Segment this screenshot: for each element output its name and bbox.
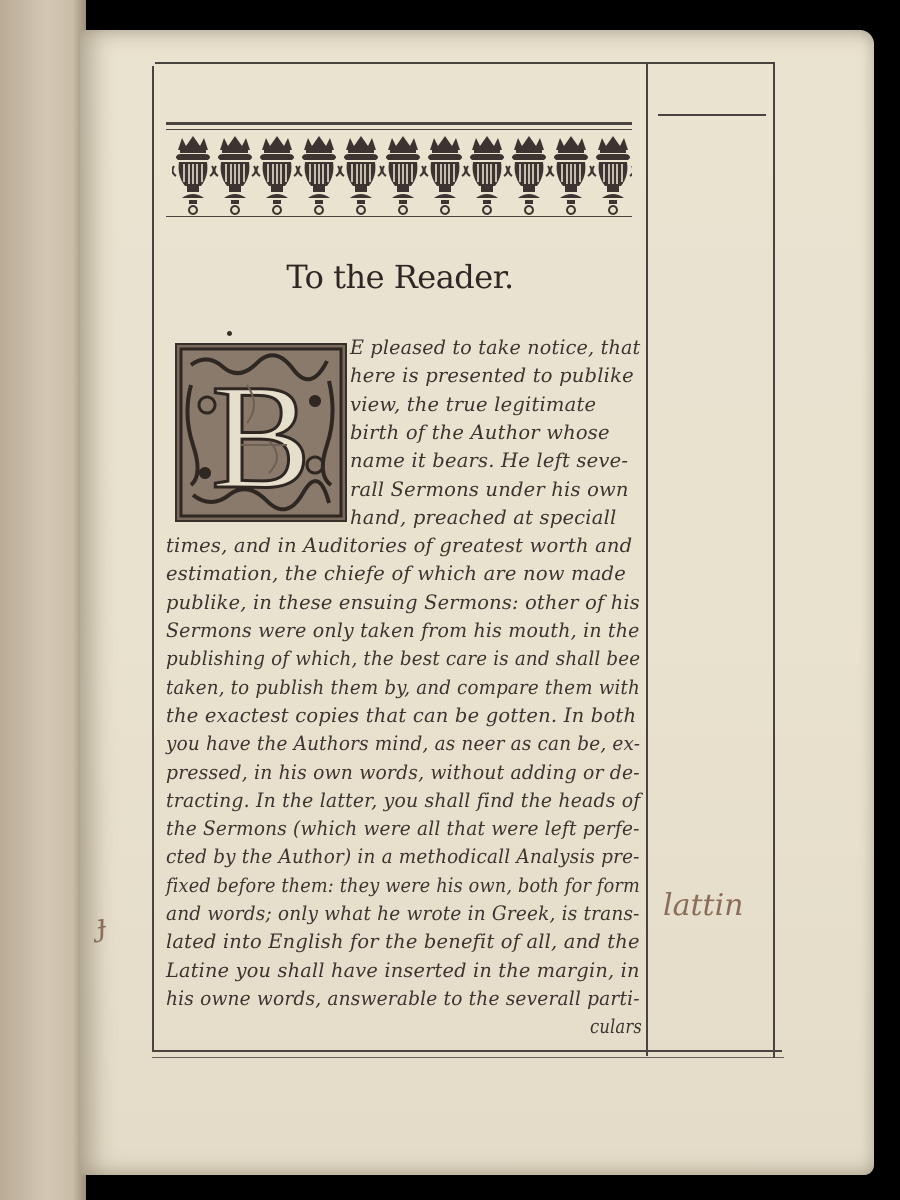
text-line: Latine you shall have inserted in the margin, in: [166, 958, 640, 982]
text-line: pressed, in his own words, without adding or de-: [166, 760, 640, 784]
margin-column-rule: [646, 64, 648, 1056]
text-line: Sermons were only taken from his mouth, in the: [166, 619, 640, 642]
text-line: birth of the Author whose: [350, 420, 610, 444]
frame-rule-bottom-outer: [152, 1057, 784, 1058]
text-line: his owne words, answerable to the severall parti-: [166, 986, 640, 1010]
frame-rule-left: [152, 66, 154, 1052]
text-line: and words; only what he wrote in Greek, is trans-: [166, 902, 640, 925]
text-line: estimation, the chiefe of which are now made: [166, 562, 626, 586]
decorated-initial: [175, 343, 347, 522]
ornament-rule-top-thin: [166, 129, 632, 130]
text-line: tracting. In the latter, you shall find the heads of: [166, 788, 641, 812]
ornament-rule-top: [166, 122, 632, 125]
text-line: you have the Authors mind, as neer as can be, ex-: [166, 732, 641, 756]
ornament-rule-bottom: [166, 216, 632, 217]
margin-pencil-mark: ɟ: [93, 907, 109, 944]
ink-dot: [227, 331, 232, 336]
text-line: hand, preached at speciall: [350, 505, 617, 529]
page-title: To the Reader.: [286, 258, 514, 296]
text-line: fixed before them: they were his own, both for form: [166, 873, 640, 897]
dropcap-letter: B: [210, 354, 312, 520]
text-line: here is presented to publike: [350, 364, 634, 388]
text-line: cted by the Author) in a methodicall Analysis pre-: [166, 845, 640, 869]
text-line: publishing of which, the best care is and shall bee: [166, 647, 641, 671]
margin-annotation: lattin: [663, 888, 744, 923]
text-line: view, the true legitimate: [350, 392, 597, 416]
frame-rule-top: [155, 62, 775, 64]
frame-rule-bottom: [152, 1050, 782, 1052]
text-line: name it bears. He left seve-: [350, 449, 629, 473]
text-line: culars: [590, 1015, 642, 1039]
text-line: E pleased to take notice, that: [350, 336, 641, 359]
margin-column-head-rule: [658, 114, 766, 116]
text-line: rall Sermons under his own: [350, 477, 629, 501]
text-line: publike, in these ensuing Sermons: other of his: [166, 590, 640, 614]
frame-rule-right: [773, 62, 775, 1058]
text-line: taken, to publish them by, and compare them with: [166, 675, 640, 699]
text-line: lated into English for the benefit of all, and the: [166, 930, 640, 954]
facing-page-edge: [0, 0, 86, 1200]
headpiece-ornament: [172, 132, 632, 216]
text-line: the exactest copies that can be gotten. In both: [166, 703, 637, 727]
text-line: times, and in Auditories of greatest worth and: [166, 534, 633, 558]
text-line: the Sermons (which were all that were left perfe-: [166, 817, 640, 841]
